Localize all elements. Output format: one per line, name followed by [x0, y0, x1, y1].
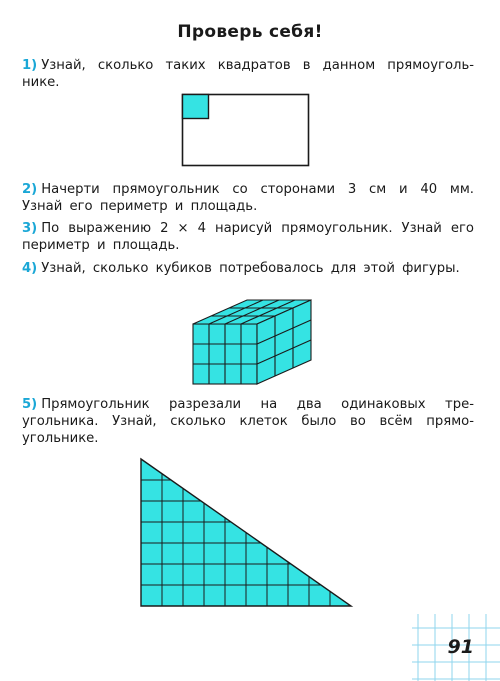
task-number: 3) — [22, 221, 38, 236]
task-1 — [22, 57, 474, 91]
task-number: 2) — [22, 182, 38, 197]
unit-square — [183, 95, 209, 119]
task-number: 4) — [22, 261, 38, 276]
rectangle-with-square-figure — [180, 92, 312, 168]
task-3 — [22, 220, 474, 254]
task-text: Узнай, сколько кубиков потребовалось для этой фигуры. — [41, 261, 460, 276]
task-text: По выражению 2 × 4 нарисуй прямоугольник. Узнай его периметр и площадь. — [22, 221, 474, 253]
triangle-grid-figure — [136, 456, 358, 610]
cube-block-figure — [188, 296, 318, 392]
task-2 — [22, 181, 474, 215]
task-text: Узнай, сколько таких квадратов в данном прямоугольнике. — [22, 58, 474, 90]
task-4 — [22, 260, 474, 277]
task-number: 1) — [22, 58, 38, 73]
task-5 — [22, 396, 474, 447]
task-text: Прямоугольник разрезали на два одинаковых треугольника. Узнай, сколько клеток было во всём прямоугольнике. — [22, 397, 474, 446]
task-text: Начерти прямоугольник со сторонами 3 см и 40 мм. Узнай его периметр и площадь. — [22, 182, 474, 214]
task-number: 5) — [22, 397, 38, 412]
page-title: Проверь себя! — [177, 22, 323, 42]
page-number: 91 — [447, 636, 474, 658]
